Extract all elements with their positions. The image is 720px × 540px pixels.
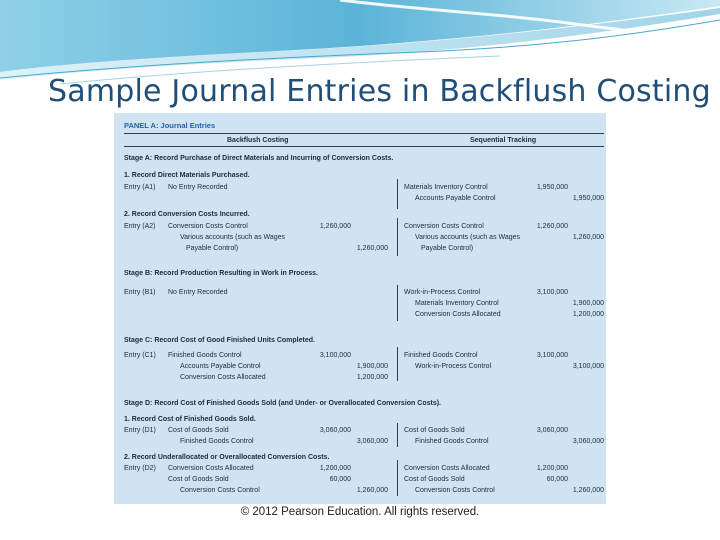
a1-entry-label: Entry (A1) — [124, 184, 156, 191]
c1-divider — [397, 347, 398, 381]
d1-divider — [397, 423, 398, 447]
b1-right-credit1-amount: 1,900,000 — [572, 300, 604, 307]
header-rule-bottom — [124, 146, 604, 147]
copyright-footer: © 2012 Pearson Education. All rights reserved. — [240, 506, 480, 518]
header-rule-top — [124, 133, 604, 134]
column-header-backflush: Backflush Costing — [227, 137, 289, 144]
b1-divider — [397, 285, 398, 321]
d1-left-debit-amount: 3,060,000 — [319, 427, 351, 434]
d2-right-credit: Conversion Costs Control — [415, 487, 495, 494]
d2-divider — [397, 460, 398, 496]
stage-d-heading: Stage D: Record Cost of Finished Goods Sold (and Under- or Overallocated Conversion Costs). — [124, 400, 441, 407]
c1-left-credit2-amount: 1,200,000 — [356, 374, 388, 381]
d1-right-debit: Cost of Goods Sold — [404, 427, 465, 434]
d1-heading: 1. Record Cost of Finished Goods Sold. — [124, 416, 256, 423]
a1-heading: 1. Record Direct Materials Purchased. — [124, 172, 250, 179]
c1-right-debit: Finished Goods Control — [404, 352, 478, 359]
c1-left-credit1: Accounts Payable Control — [180, 363, 261, 370]
c1-left-credit2: Conversion Costs Allocated — [180, 374, 266, 381]
b1-right-credit1: Materials Inventory Control — [415, 300, 499, 307]
d2-right-debit1: Conversion Costs Allocated — [404, 465, 490, 472]
c1-left-credit1-amount: 1,900,000 — [356, 363, 388, 370]
b1-right-debit: Work-in-Process Control — [404, 289, 481, 296]
d1-left-credit: Finished Goods Control — [180, 438, 254, 445]
d2-entry-label: Entry (D2) — [124, 465, 156, 472]
a1-divider — [397, 179, 398, 209]
d2-left-debit1-amount: 1,200,000 — [319, 465, 351, 472]
d1-right-debit-amount: 3,060,000 — [536, 427, 568, 434]
column-header-sequential: Sequential Tracking — [470, 137, 537, 144]
d2-left-debit1: Conversion Costs Allocated — [168, 465, 254, 472]
c1-right-credit-amount: 3,100,000 — [572, 363, 604, 370]
c1-entry-label: Entry (C1) — [124, 352, 156, 359]
d2-right-debit1-amount: 1,200,000 — [536, 465, 568, 472]
c1-left-debit-amount: 3,100,000 — [319, 352, 351, 359]
stage-c-heading: Stage C: Record Cost of Good Finished Units Completed. — [124, 337, 315, 344]
d1-entry-label: Entry (D1) — [124, 427, 156, 434]
a2-entry-label: Entry (A2) — [124, 223, 156, 230]
d2-right-debit2-amount: 60,000 — [546, 476, 568, 483]
d1-right-credit-amount: 3,060,000 — [572, 438, 604, 445]
c1-right-debit-amount: 3,100,000 — [536, 352, 568, 359]
journal-entries-panel — [114, 113, 606, 504]
stage-a-heading: Stage A: Record Purchase of Direct Materials and Incurring of Conversion Costs. — [124, 155, 394, 162]
a1-right-credit: Accounts Payable Control — [415, 195, 496, 202]
b1-right-debit-amount: 3,100,000 — [536, 289, 568, 296]
b1-right-credit2: Conversion Costs Allocated — [415, 311, 501, 318]
d1-left-credit-amount: 3,060,000 — [356, 438, 388, 445]
d2-left-credit-amount: 1,260,000 — [356, 487, 388, 494]
stage-b-heading: Stage B: Record Production Resulting in Work in Process. — [124, 270, 318, 277]
a2-left-credit-line1: Various accounts (such as Wages — [180, 234, 286, 241]
panel-title: PANEL A: Journal Entries — [124, 121, 216, 130]
d2-right-debit2: Cost of Goods Sold — [404, 476, 465, 483]
a2-right-credit-line1: Various accounts (such as Wages — [415, 234, 521, 241]
d2-right-credit-amount: 1,260,000 — [572, 487, 604, 494]
slide-title: Sample Journal Entries in Backflush Costing — [48, 74, 711, 109]
d2-left-debit2: Cost of Goods Sold — [168, 476, 229, 483]
a2-left-debit: Conversion Costs Control — [168, 223, 248, 230]
a1-right-debit-amount: 1,950,000 — [536, 184, 568, 191]
a2-right-credit-amount: 1,260,000 — [572, 234, 604, 241]
b1-entry-label: Entry (B1) — [124, 289, 156, 296]
b1-left-text: No Entry Recorded — [168, 289, 228, 296]
a2-right-credit-line2: Payable Control) — [421, 245, 474, 252]
d2-heading: 2. Record Underallocated or Overallocated Conversion Costs. — [124, 454, 330, 461]
b1-right-credit2-amount: 1,200,000 — [572, 311, 604, 318]
a2-right-debit-amount: 1,260,000 — [536, 223, 568, 230]
a2-heading: 2. Record Conversion Costs Incurred. — [124, 211, 250, 218]
a1-left-text: No Entry Recorded — [168, 184, 228, 191]
a2-left-debit-amount: 1,260,000 — [319, 223, 351, 230]
a2-left-credit-amount: 1,260,000 — [356, 245, 388, 252]
a2-left-credit-line2: Payable Control) — [186, 245, 239, 252]
d2-left-debit2-amount: 60,000 — [329, 476, 351, 483]
c1-left-debit: Finished Goods Control — [168, 352, 242, 359]
a1-right-credit-amount: 1,950,000 — [572, 195, 604, 202]
d1-left-debit: Cost of Goods Sold — [168, 427, 229, 434]
a1-right-debit: Materials Inventory Control — [404, 184, 488, 191]
d1-right-credit: Finished Goods Control — [415, 438, 489, 445]
c1-right-credit: Work-in-Process Control — [415, 363, 492, 370]
a2-right-debit: Conversion Costs Control — [404, 223, 484, 230]
a2-divider — [397, 218, 398, 256]
d2-left-credit: Conversion Costs Control — [180, 487, 260, 494]
